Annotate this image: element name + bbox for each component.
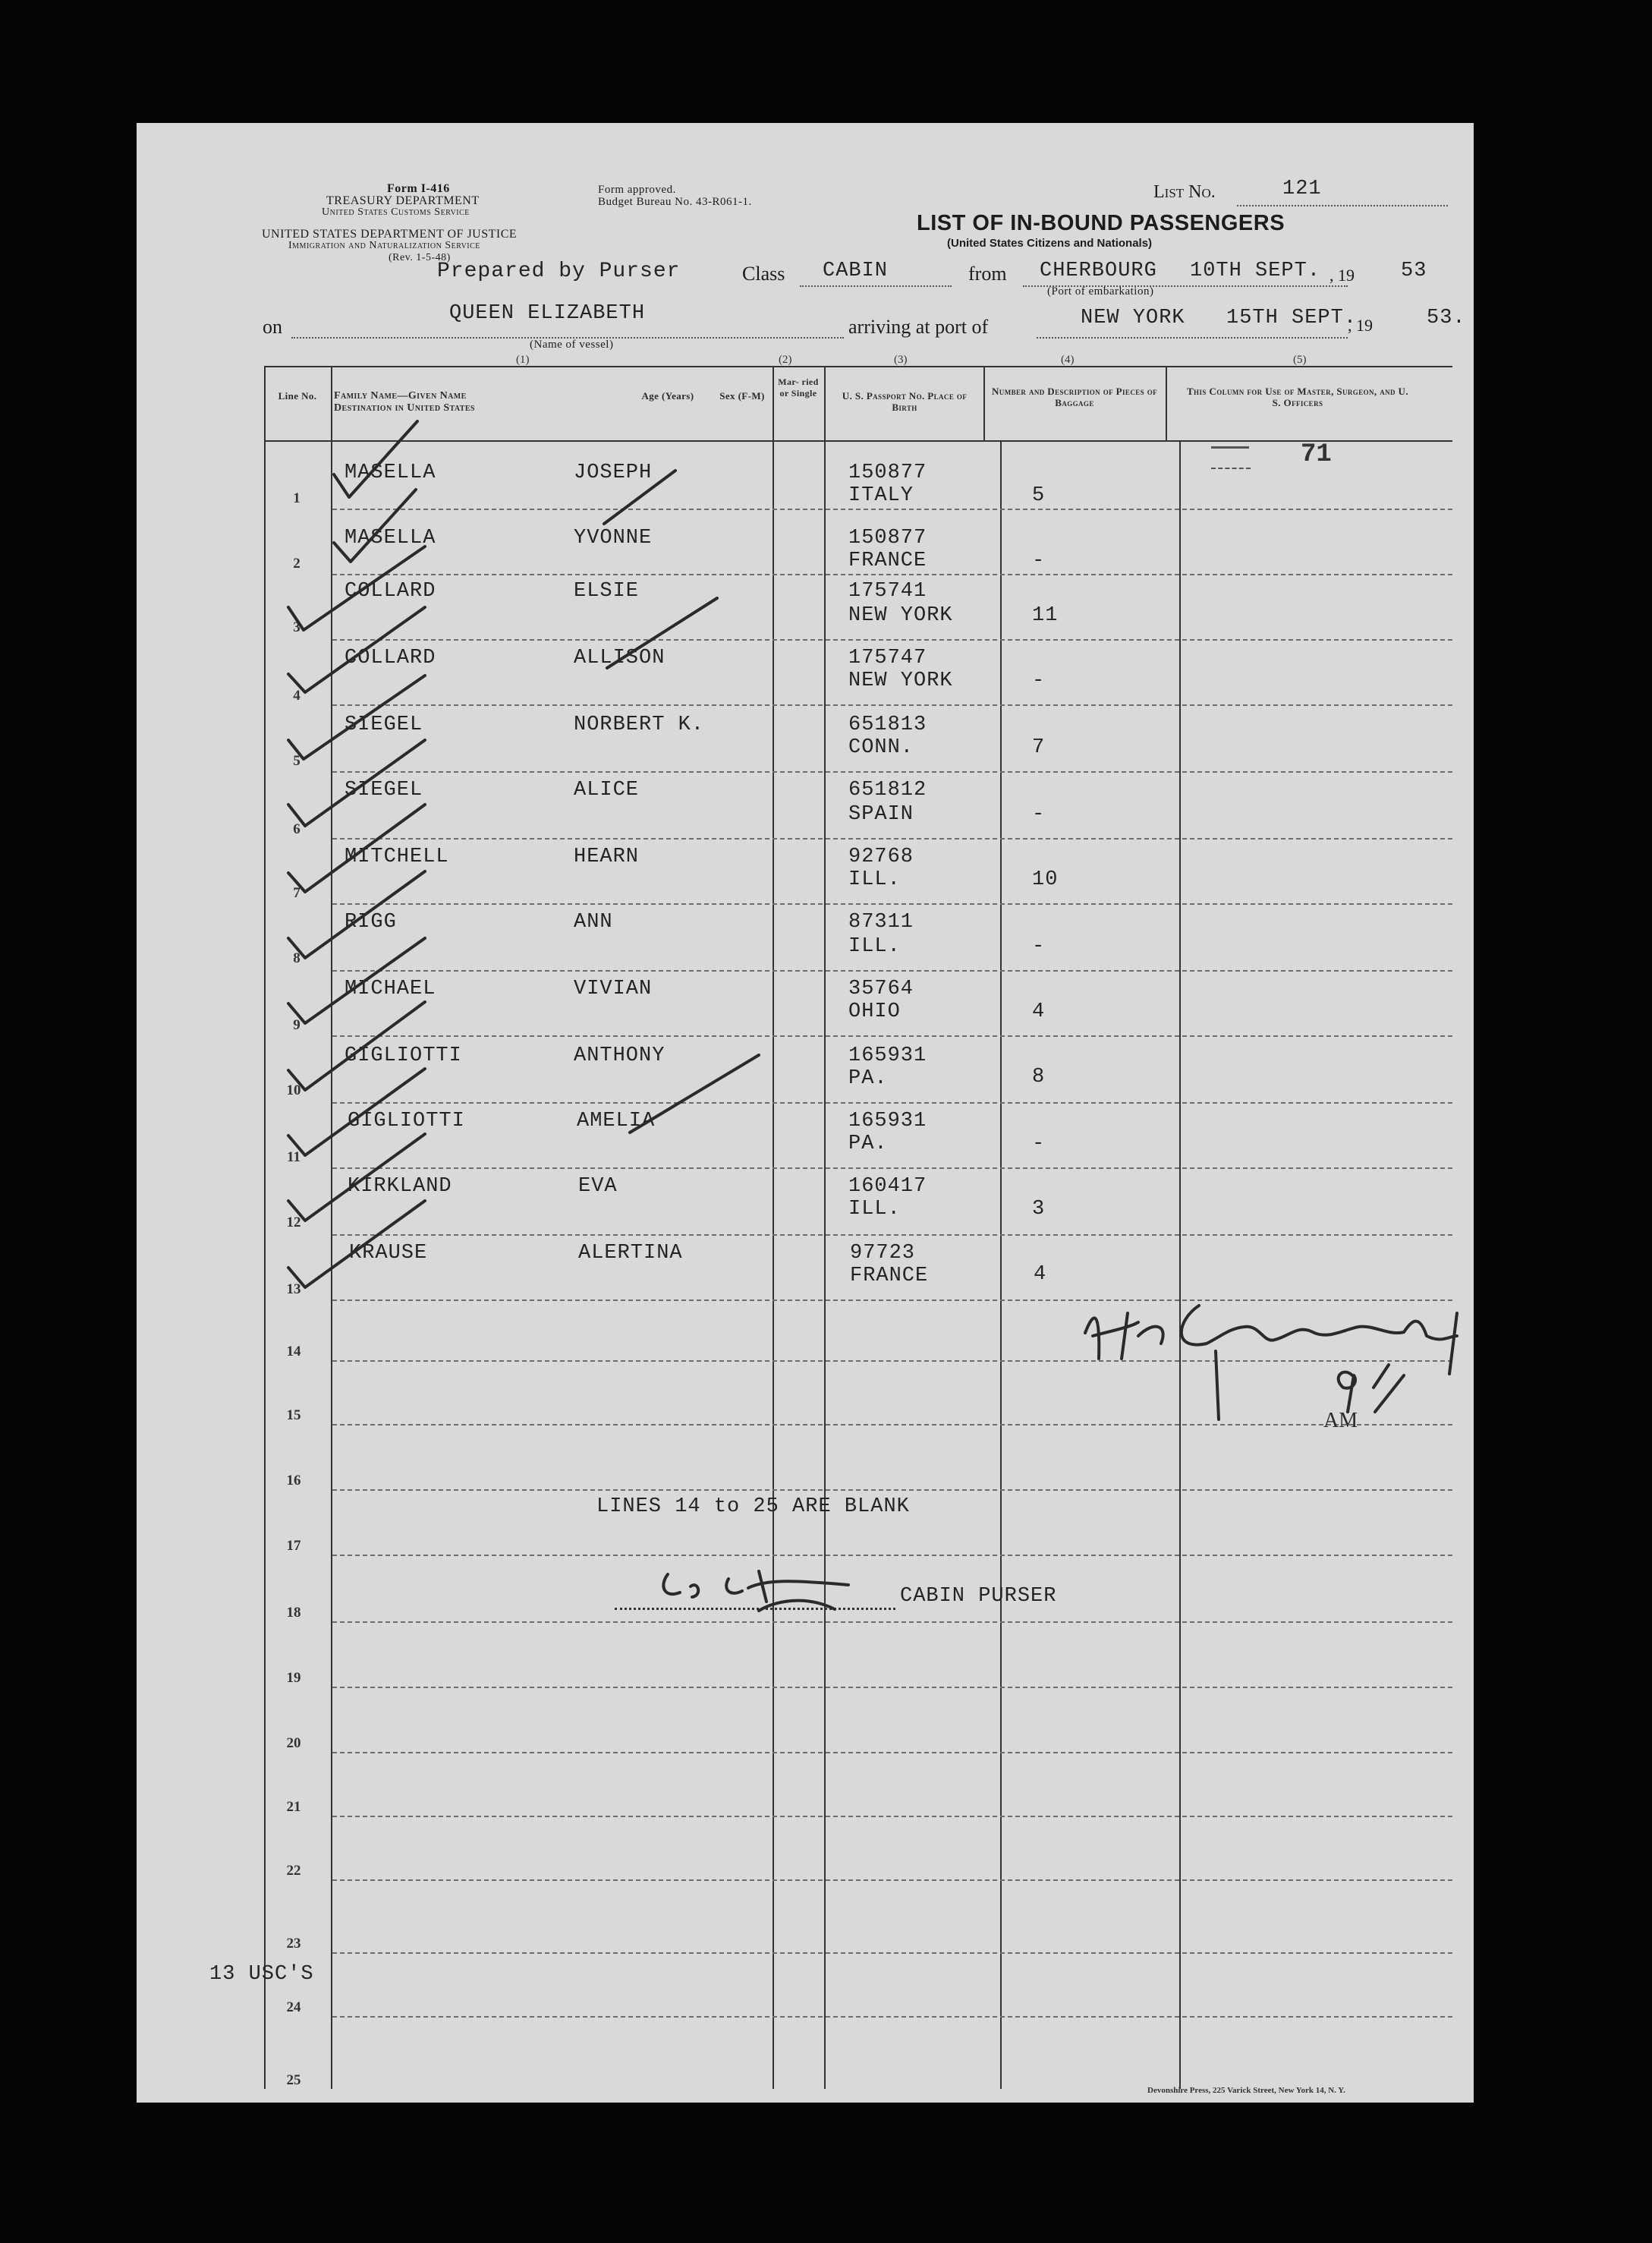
passport-no: 87311: [848, 911, 914, 934]
family-name: SIEGEL: [345, 779, 423, 802]
col-header-name: Family Name—Given Name: [334, 390, 467, 402]
blank-lines-note: LINES 14 to 25 ARE BLANK: [596, 1495, 910, 1518]
family-name: MASELLA: [345, 462, 436, 484]
place-of-birth: PA.: [848, 1133, 888, 1155]
embarkation-port: CHERBOURG: [1040, 260, 1157, 282]
revision-label: (Rev. 1-5-48): [389, 252, 451, 263]
check-mark-icon: [334, 421, 417, 497]
col-header-passport: U. S. Passport No. Place of Birth: [842, 390, 968, 413]
arrival-port: NEW YORK: [1081, 307, 1185, 329]
check-mark-icon: [288, 871, 425, 958]
embarkation-year-prefix: , 19: [1329, 266, 1355, 285]
given-name: YVONNE: [574, 527, 653, 550]
passport-no: 165931: [848, 1044, 927, 1067]
col-header-line-no: Line No.: [278, 390, 317, 402]
line-number: 23: [286, 1936, 301, 1952]
place-of-birth: FRANCE: [848, 550, 927, 572]
place-of-birth: FRANCE: [850, 1265, 929, 1287]
place-of-birth: ILL.: [848, 935, 901, 958]
family-name: RIGG: [345, 911, 397, 934]
budget-bureau-no: Budget Bureau No. 43-R061-1.: [598, 196, 752, 208]
on-label: on: [263, 316, 282, 338]
place-of-birth: NEW YORK: [848, 604, 953, 627]
family-name: KIRKLAND: [348, 1175, 452, 1198]
place-of-birth: OHIO: [848, 1000, 901, 1023]
immigration-label: Immigration and Naturalization Service: [288, 240, 480, 251]
passport-no: 150877: [848, 462, 927, 484]
list-no-value: 121: [1282, 178, 1322, 200]
printer-imprint: Devonshire Press, 225 Varick Street, New York 14, N. Y.: [1147, 2086, 1345, 2095]
place-of-birth: SPAIN: [848, 803, 914, 826]
place-of-birth: ILL.: [848, 868, 901, 891]
check-mark-icon: [288, 547, 425, 630]
col-number-1: (1): [516, 354, 530, 366]
given-name: HEARN: [574, 846, 640, 868]
family-name: GIGLIOTTI: [345, 1044, 462, 1067]
given-name: NORBERT K.: [574, 714, 705, 736]
line-number: 25: [286, 2072, 301, 2088]
col-number-5: (5): [1293, 354, 1307, 366]
passport-no: 150877: [848, 527, 927, 550]
given-name: ALICE: [574, 779, 640, 802]
customs-label: United States Customs Service: [322, 206, 470, 218]
family-name: SIEGEL: [345, 714, 423, 736]
check-mark-icon: [334, 490, 416, 562]
passport-no: 175741: [848, 580, 927, 603]
baggage-count: 5: [1032, 484, 1046, 507]
line-number: 19: [286, 1670, 301, 1686]
baggage-count: 4: [1034, 1263, 1047, 1286]
embarkation-date: 10TH SEPT.: [1190, 260, 1321, 282]
col-header-destination: Destination in United States: [334, 402, 475, 414]
line-number: 24: [286, 1999, 301, 2015]
baggage-count: 4: [1032, 1000, 1046, 1023]
prepared-by: Prepared by Purser: [437, 260, 681, 283]
place-of-birth: NEW YORK: [848, 669, 953, 692]
am-note: AM: [1323, 1409, 1358, 1432]
baggage-count: 11: [1032, 604, 1059, 627]
check-mark-icon: [288, 1134, 425, 1221]
check-mark-icon: [288, 938, 425, 1023]
col-number-3: (3): [894, 354, 908, 366]
cabin-purser-label: CABIN PURSER: [900, 1585, 1057, 1608]
passport-no: 651813: [848, 714, 927, 736]
baggage-count: -: [1032, 550, 1046, 572]
family-name: MICHAEL: [345, 978, 436, 1000]
line-number: 16: [286, 1473, 301, 1489]
col-header-age: Age (Years): [641, 390, 694, 402]
col-header-married: Mar- ried or Single: [778, 376, 819, 399]
arrival-year: 53.: [1427, 307, 1466, 329]
line-number: 22: [286, 1863, 301, 1879]
given-name: ELSIE: [574, 580, 640, 603]
vessel-caption: (Name of vessel): [530, 339, 614, 351]
baggage-count: -: [1032, 935, 1046, 958]
passport-no: 92768: [848, 846, 914, 868]
passport-no: 175747: [848, 647, 927, 669]
passport-no: 651812: [848, 779, 927, 802]
arrival-year-prefix: , 19: [1348, 316, 1373, 335]
family-name: GIGLIOTTI: [348, 1110, 465, 1133]
class-label: Class: [742, 263, 785, 285]
line-number: 14: [286, 1344, 301, 1359]
line-number: 18: [286, 1605, 301, 1621]
check-mark-icon: [288, 607, 425, 692]
passport-no: 160417: [848, 1175, 927, 1198]
line-number: 17: [286, 1538, 301, 1554]
baggage-count: 8: [1032, 1066, 1046, 1088]
line-number: 20: [286, 1735, 301, 1751]
place-of-birth: CONN.: [848, 736, 914, 759]
check-mark-icon: [288, 1069, 425, 1155]
baggage-count: -: [1032, 803, 1046, 826]
side-note: 13 USC'S: [209, 1963, 314, 1986]
given-name: ANTHONY: [574, 1044, 666, 1067]
check-mark-icon: [288, 740, 425, 826]
form-approved: Form approved.: [598, 184, 676, 196]
passport-no: 97723: [850, 1242, 916, 1265]
place-of-birth: ILL.: [848, 1198, 901, 1221]
form-number: Form I-416: [387, 182, 450, 195]
family-name: MASELLA: [345, 527, 436, 550]
col-header-baggage: Number and Description of Pieces of Baggage: [992, 386, 1157, 408]
from-label: from: [968, 263, 1007, 285]
handwritten-time: [1339, 1365, 1404, 1412]
check-mark-icon: [288, 1201, 428, 1287]
strike-mark: [607, 598, 717, 668]
family-name: COLLARD: [345, 580, 436, 603]
check-mark-icon: [288, 805, 425, 892]
given-name: ALERTINA: [578, 1242, 683, 1265]
justice-label: UNITED STATES DEPARTMENT OF JUSTICE: [262, 228, 518, 241]
page-subtitle: (United States Citizens and Nationals): [947, 237, 1153, 250]
given-name: VIVIAN: [574, 978, 653, 1000]
given-name: ALLISON: [574, 647, 666, 669]
list-no-label: List No.: [1153, 182, 1216, 202]
page-title: LIST OF IN-BOUND PASSENGERS: [917, 211, 1285, 235]
line-number: 15: [286, 1407, 301, 1423]
col-header-officers: This Column for Use of Master, Surgeon, and U. S. Officers: [1186, 386, 1408, 408]
family-name: COLLARD: [345, 647, 436, 669]
family-name: MITCHELL: [345, 846, 449, 868]
given-name: EVA: [578, 1175, 618, 1198]
passport-no: 165931: [848, 1110, 927, 1133]
col-header-sex: Sex (F-M): [719, 390, 765, 402]
arrival-date: 15TH SEPT.: [1226, 307, 1358, 329]
arriving-label: arriving at port of: [848, 316, 989, 338]
baggage-count: -: [1032, 1133, 1046, 1155]
col-number-4: (4): [1061, 354, 1075, 366]
strike-mark: [604, 471, 675, 524]
given-name: AMELIA: [577, 1110, 656, 1133]
treasury-label: TREASURY DEPARTMENT: [326, 194, 480, 207]
baggage-count: 3: [1032, 1198, 1046, 1221]
purser-signature: [663, 1571, 848, 1611]
baggage-count: -: [1032, 669, 1046, 692]
line-number: 21: [286, 1799, 301, 1815]
passport-no: 35764: [848, 978, 914, 1000]
given-name: JOSEPH: [574, 462, 653, 484]
baggage-count: 10: [1032, 868, 1059, 891]
strike-mark: [630, 1055, 759, 1133]
place-of-birth: PA.: [848, 1067, 888, 1090]
class-value: CABIN: [823, 260, 889, 282]
port-caption: (Port of embarkation): [1047, 285, 1154, 298]
officer-note: 71: [1301, 440, 1332, 469]
embarkation-year: 53: [1401, 260, 1427, 282]
col-number-2: (2): [779, 354, 792, 366]
family-name: KRAUSE: [349, 1242, 428, 1265]
baggage-count: 7: [1032, 736, 1046, 759]
check-mark-icon: [288, 1002, 425, 1090]
inspector-signature: [1085, 1306, 1457, 1419]
vessel-name: QUEEN ELIZABETH: [449, 302, 646, 325]
given-name: ANN: [574, 911, 613, 934]
place-of-birth: ITALY: [848, 484, 914, 507]
